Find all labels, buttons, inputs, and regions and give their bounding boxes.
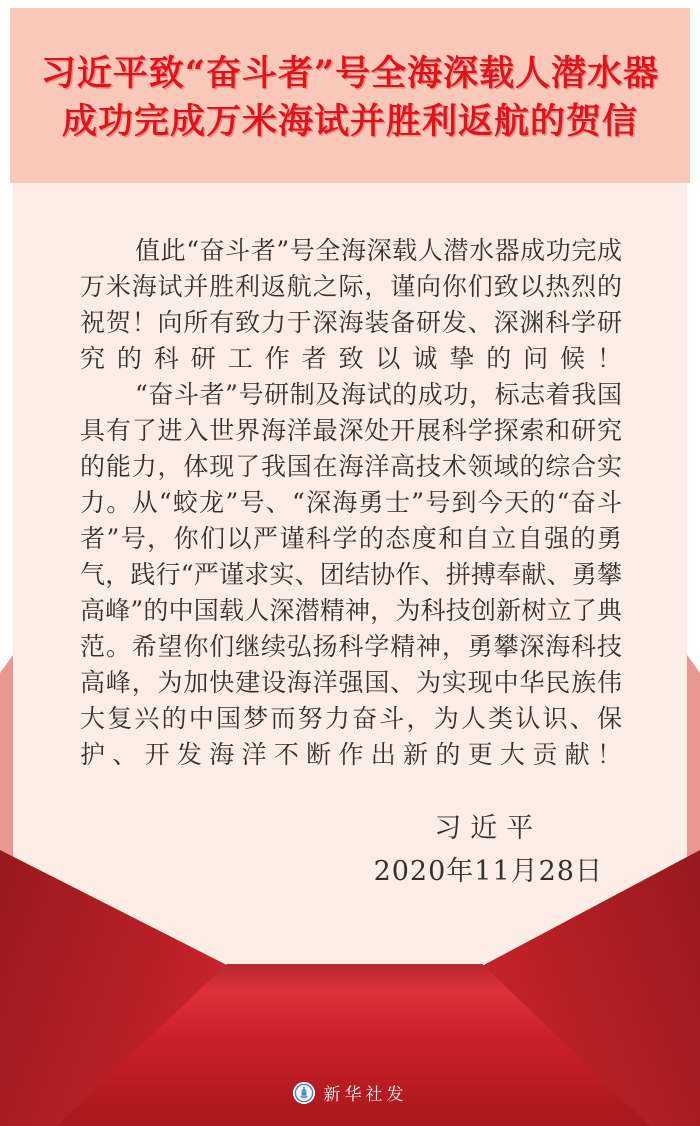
poster-title-line-2: 成功完成万米海试并胜利返航的贺信 bbox=[61, 101, 638, 142]
letter-body bbox=[80, 233, 622, 773]
letter-paper bbox=[13, 183, 687, 964]
letter-paragraph-1: 值此“奋斗者”号全海深载人潜水器成功完成万米海试并胜利返航之际，谨向你们致以热烈的祝贺！向所有致力于深海装备研发、深渊科学研究的科研工作者致以诚挚的问候！ bbox=[80, 236, 622, 373]
signature-date: 2020年11月28日 bbox=[373, 856, 603, 887]
letter-paragraph-2: “奋斗者”号研制及海试的成功，标志着我国具有了进入世界海洋最深处开展科学探索和研究的能力，体现了我国在海洋高技术领域的综合实力。从“蛟龙”号、“深海勇士”号到今天的“奋斗者”号，你们以严谨科学的态度和自立自强的勇气，践行“严谨求实、团结协作、拼搏奉献、勇攀高峰”的中国载人深潜精神，为科技创新树立了典范。希望你们继续弘扬科学精神，勇攀深海科技高峰，为加快建设海洋强国、为实现中华民族伟大复兴的中国梦而努力奋斗，为人类认识、保护、开发海洋不断作出新的更大贡献！ bbox=[80, 380, 622, 769]
poster-title-line-1: 习近平致“奋斗者”号全海深载人潜水器 bbox=[40, 53, 660, 94]
xinhua-emblem-icon bbox=[293, 1082, 315, 1104]
credit-text: 新华社发 bbox=[323, 1085, 408, 1105]
credit-line bbox=[0, 1080, 700, 1105]
signature-name: 习近平 bbox=[434, 813, 543, 844]
signature-block bbox=[374, 813, 603, 887]
title-banner bbox=[10, 8, 690, 183]
